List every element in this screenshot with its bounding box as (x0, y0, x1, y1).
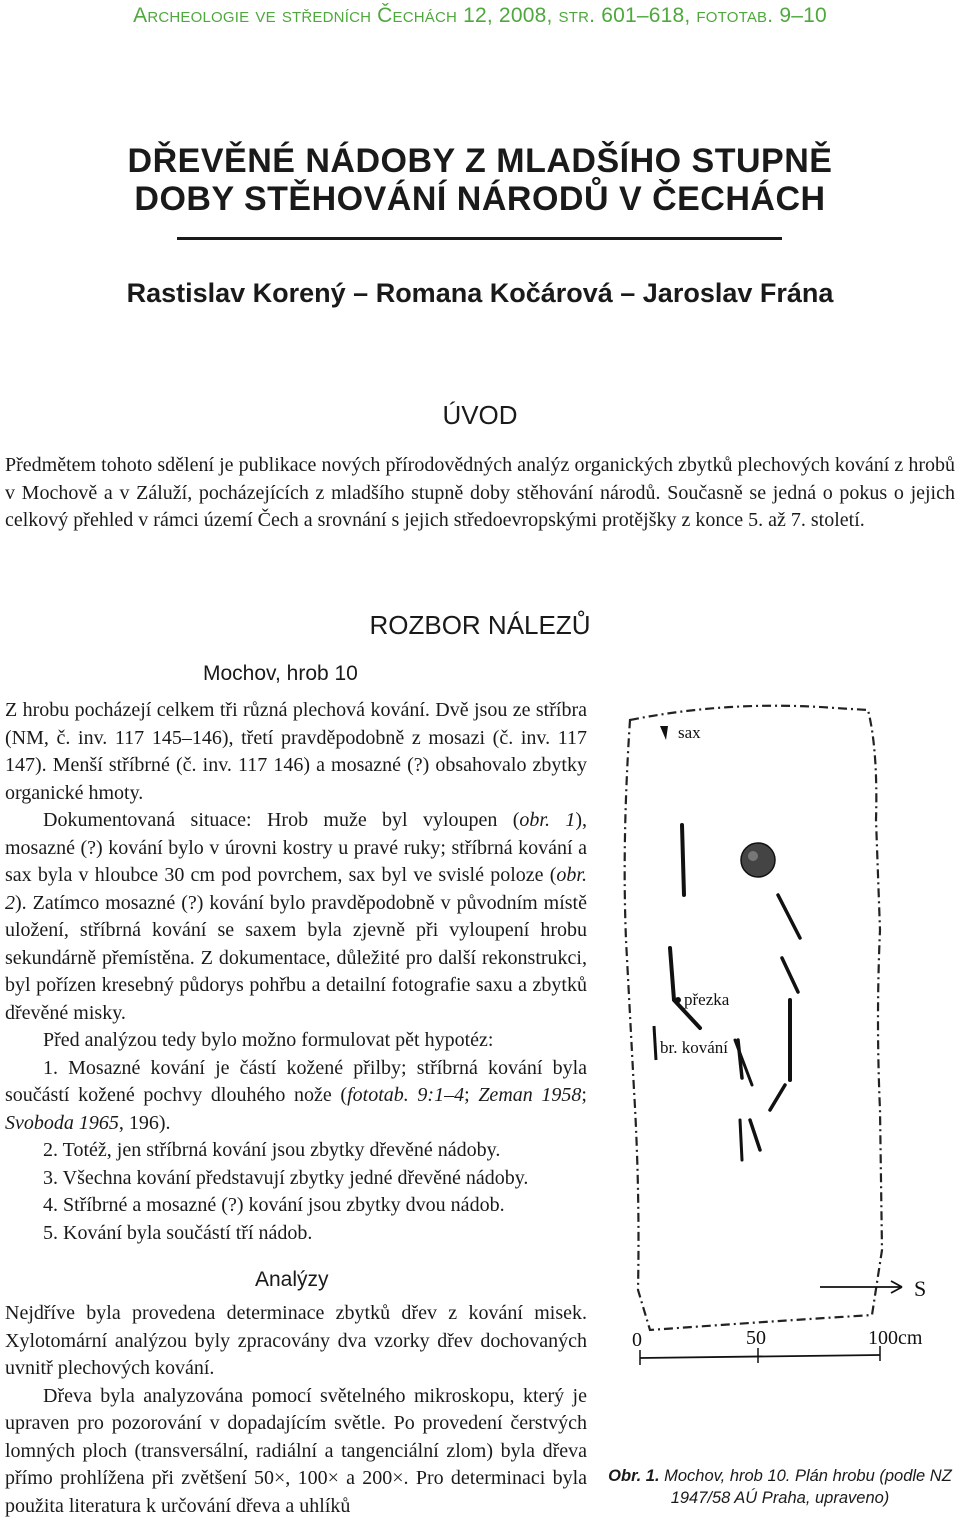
buckle-marker (675, 997, 681, 1003)
scale-label-100: 100cm (868, 1327, 923, 1349)
hypothesis-1: 1. Mosazné kování je částí kožené přilby; stříbrná kování byla součástí kožené pochvy dlouhého nože (fototab. 9:1–4; Zeman 1958; Svoboda 1965, 196). (5, 1056, 587, 1134)
skull (741, 843, 775, 877)
label-bronze-fitting: br. kování (660, 1038, 728, 1057)
bone-9 (750, 1120, 760, 1150)
ref-obr-1: obr. 1 (519, 809, 576, 831)
hypothesis-4: 4. Stříbrné a mosazné (?) kování jsou zbytky dvou nádob. (43, 1194, 505, 1216)
authors: Rastislav Korený – Romana Kočárová – Jaroslav Frána (126, 278, 834, 308)
label-north: S (914, 1276, 927, 1301)
hypothesis-5: 5. Kování byla součástí tří nádob. (43, 1221, 313, 1244)
findings-p3: Před analýzou tedy bylo možno formulovat pět hypotéz: (43, 1029, 494, 1051)
caption-text: Mochov, hrob 10. Plán hrobu (podle NZ 1947/58 AÚ Praha, upraveno) (659, 1467, 952, 1507)
intro-paragraph (5, 452, 955, 535)
title-rule (177, 237, 782, 240)
grave-plan-drawing (610, 690, 955, 1460)
bronze-fitting-marker (654, 1026, 656, 1060)
analyses-heading: Analýzy (255, 1268, 329, 1291)
article-title (0, 142, 960, 218)
figure-caption (600, 1465, 960, 1509)
bone-10 (740, 1120, 742, 1160)
intro-heading: ÚVOD (442, 400, 518, 430)
scale-label-0: 0 (632, 1329, 642, 1351)
running-head: Archeologie ve středních Čechách 12, 2008, str. 601–618, fototab. 9–10 (133, 4, 827, 27)
analyses-p2: Dřeva byla analyzována pomocí světelného mikroskopu, který je upraven pro pozorování v dopadajícím světle. Po provedení čerstvých lomných ploch (transversální, radiální a tangenciální zlom) byla dřeva přímo prohlížena při zvětšení 50×, 100× a 200×. Pro determinaci byla použita literatura k určování dřeva a uhlíků (5, 1384, 587, 1517)
findings-column (5, 697, 587, 1247)
sax-marker (660, 726, 668, 740)
caption-number: Obr. 1. (608, 1467, 660, 1485)
bone-2 (778, 895, 800, 938)
analyses-column (5, 1300, 587, 1520)
scale-label-50: 50 (746, 1327, 766, 1349)
hypothesis-2: 2. Totéž, jen stříbrná kování jsou zbytky dřevěné nádoby. (43, 1139, 501, 1161)
title-line-2: DOBY STĚHOVÁNÍ NÁRODŮ V ČECHÁCH (134, 180, 826, 218)
findings-subheading: Mochov, hrob 10 (203, 662, 358, 685)
grave-outline (625, 706, 882, 1330)
grave-plan-figure (610, 690, 955, 1460)
findings-p2: Dokumentovaná situace: Hrob muže byl vyloupen (obr. 1), mosazné (?) kování bylo v úrovni kostry u pravé ruky; stříbrná kování a sax byla v hloubce 30 cm pod povrchem, sax byl ve svislé poloze (obr. 2). Zatímco mosazné (?) kování bylo pravděpodobně v původním místě uložení, stříbrná kování se saxem byla zjevně při vyloupení hrobu sekundárně přemístěna. Z dokumentace, důležité pro další rekonstrukci, byl pořízen kresebný půdorys pohřbu a detailní fotografie saxu a zbytků dřevěné misky. (5, 809, 587, 1024)
bone-1 (682, 825, 684, 895)
analyses-p1: Nejdříve byla provedena determinace zbytků dřev z kování misek. Xylotomární analýzou byly zpracovány dva vzorky dřev dochovaných uvnitř plechových kování. (5, 1302, 587, 1379)
bone-4 (782, 958, 798, 992)
bone-8 (770, 1085, 785, 1110)
label-sax: sax (678, 723, 701, 742)
bone-3 (670, 948, 700, 1028)
title-line-1: DŘEVĚNÉ NÁDOBY Z MLADŠÍHO STUPNĚ (127, 142, 833, 180)
scale-bar (640, 1355, 880, 1358)
intro-text: Předmětem tohoto sdělení je publikace nových přírodovědných analýz organických zbytků plechových kování z hrobů v Mochově a v Záluží, pocházejících z mladšího stupně doby stěhování národů. Současně se jedná o pokus o jejich celkový přehled v rámci území Čech a srovnání s jejich středoevropskými protějšky z konce 5. až 7. století. (5, 454, 955, 531)
label-prezka: přezka (684, 990, 730, 1009)
findings-heading: ROZBOR NÁLEZŮ (369, 610, 591, 640)
findings-p1: Z hrobu pocházejí celkem tři různá plechová kování. Dvě jsou ze stříbra (NM, č. inv. 117 145–146), třetí pravděpodobně z mosazi (č. inv. 117 147). Menší stříbrné (č. inv. 117 146) a mosazné (?) obsahovalo zbytky organické hmoty. (5, 699, 587, 804)
hypothesis-3: 3. Všechna kování představují zbytky jedné dřevěné nádoby. (43, 1166, 529, 1189)
ref-obr-2: obr. 2 (5, 864, 587, 914)
